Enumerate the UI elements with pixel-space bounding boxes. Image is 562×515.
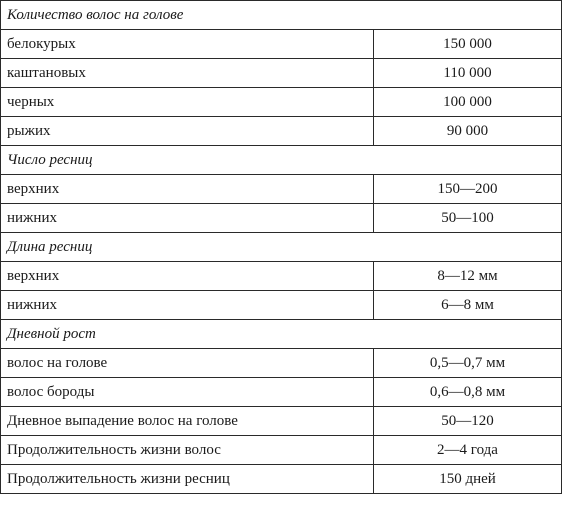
table-row [1, 204, 562, 233]
row-value: 90 000 [374, 117, 562, 146]
table-row [1, 407, 562, 436]
row-value: 0,6—0,8 мм [374, 378, 562, 407]
section-header-row [1, 1, 562, 30]
row-label: Дневное выпадение волос на голове [1, 407, 374, 436]
row-label: Продолжительность жизни волос [1, 436, 374, 465]
section-header-row [1, 233, 562, 262]
table-row [1, 465, 562, 494]
row-value: 110 000 [374, 59, 562, 88]
row-label: черных [1, 88, 374, 117]
table-row [1, 436, 562, 465]
row-value: 50—120 [374, 407, 562, 436]
table-row [1, 349, 562, 378]
section-header: Дневной рост [1, 320, 562, 349]
row-label: нижних [1, 204, 374, 233]
row-value: 0,5—0,7 мм [374, 349, 562, 378]
row-value: 2—4 года [374, 436, 562, 465]
section-header-row [1, 320, 562, 349]
row-label: нижних [1, 291, 374, 320]
table-row [1, 262, 562, 291]
table-row [1, 30, 562, 59]
section-header: Длина ресниц [1, 233, 562, 262]
row-label: белокурых [1, 30, 374, 59]
row-label: Продолжительность жизни ресниц [1, 465, 374, 494]
row-value: 150 000 [374, 30, 562, 59]
table-body [1, 1, 562, 494]
row-value: 150 дней [374, 465, 562, 494]
section-header: Количество волос на голове [1, 1, 562, 30]
table-row [1, 378, 562, 407]
table-row [1, 175, 562, 204]
row-label: волос на голове [1, 349, 374, 378]
row-label: рыжих [1, 117, 374, 146]
row-value: 50—100 [374, 204, 562, 233]
table-row [1, 117, 562, 146]
row-value: 100 000 [374, 88, 562, 117]
table-row [1, 88, 562, 117]
row-value: 150—200 [374, 175, 562, 204]
row-value: 6—8 мм [374, 291, 562, 320]
section-header: Число ресниц [1, 146, 562, 175]
table-row [1, 291, 562, 320]
section-header-row [1, 146, 562, 175]
row-value: 8—12 мм [374, 262, 562, 291]
row-label: верхних [1, 175, 374, 204]
row-label: верхних [1, 262, 374, 291]
row-label: волос бороды [1, 378, 374, 407]
table-row [1, 59, 562, 88]
row-label: каштановых [1, 59, 374, 88]
